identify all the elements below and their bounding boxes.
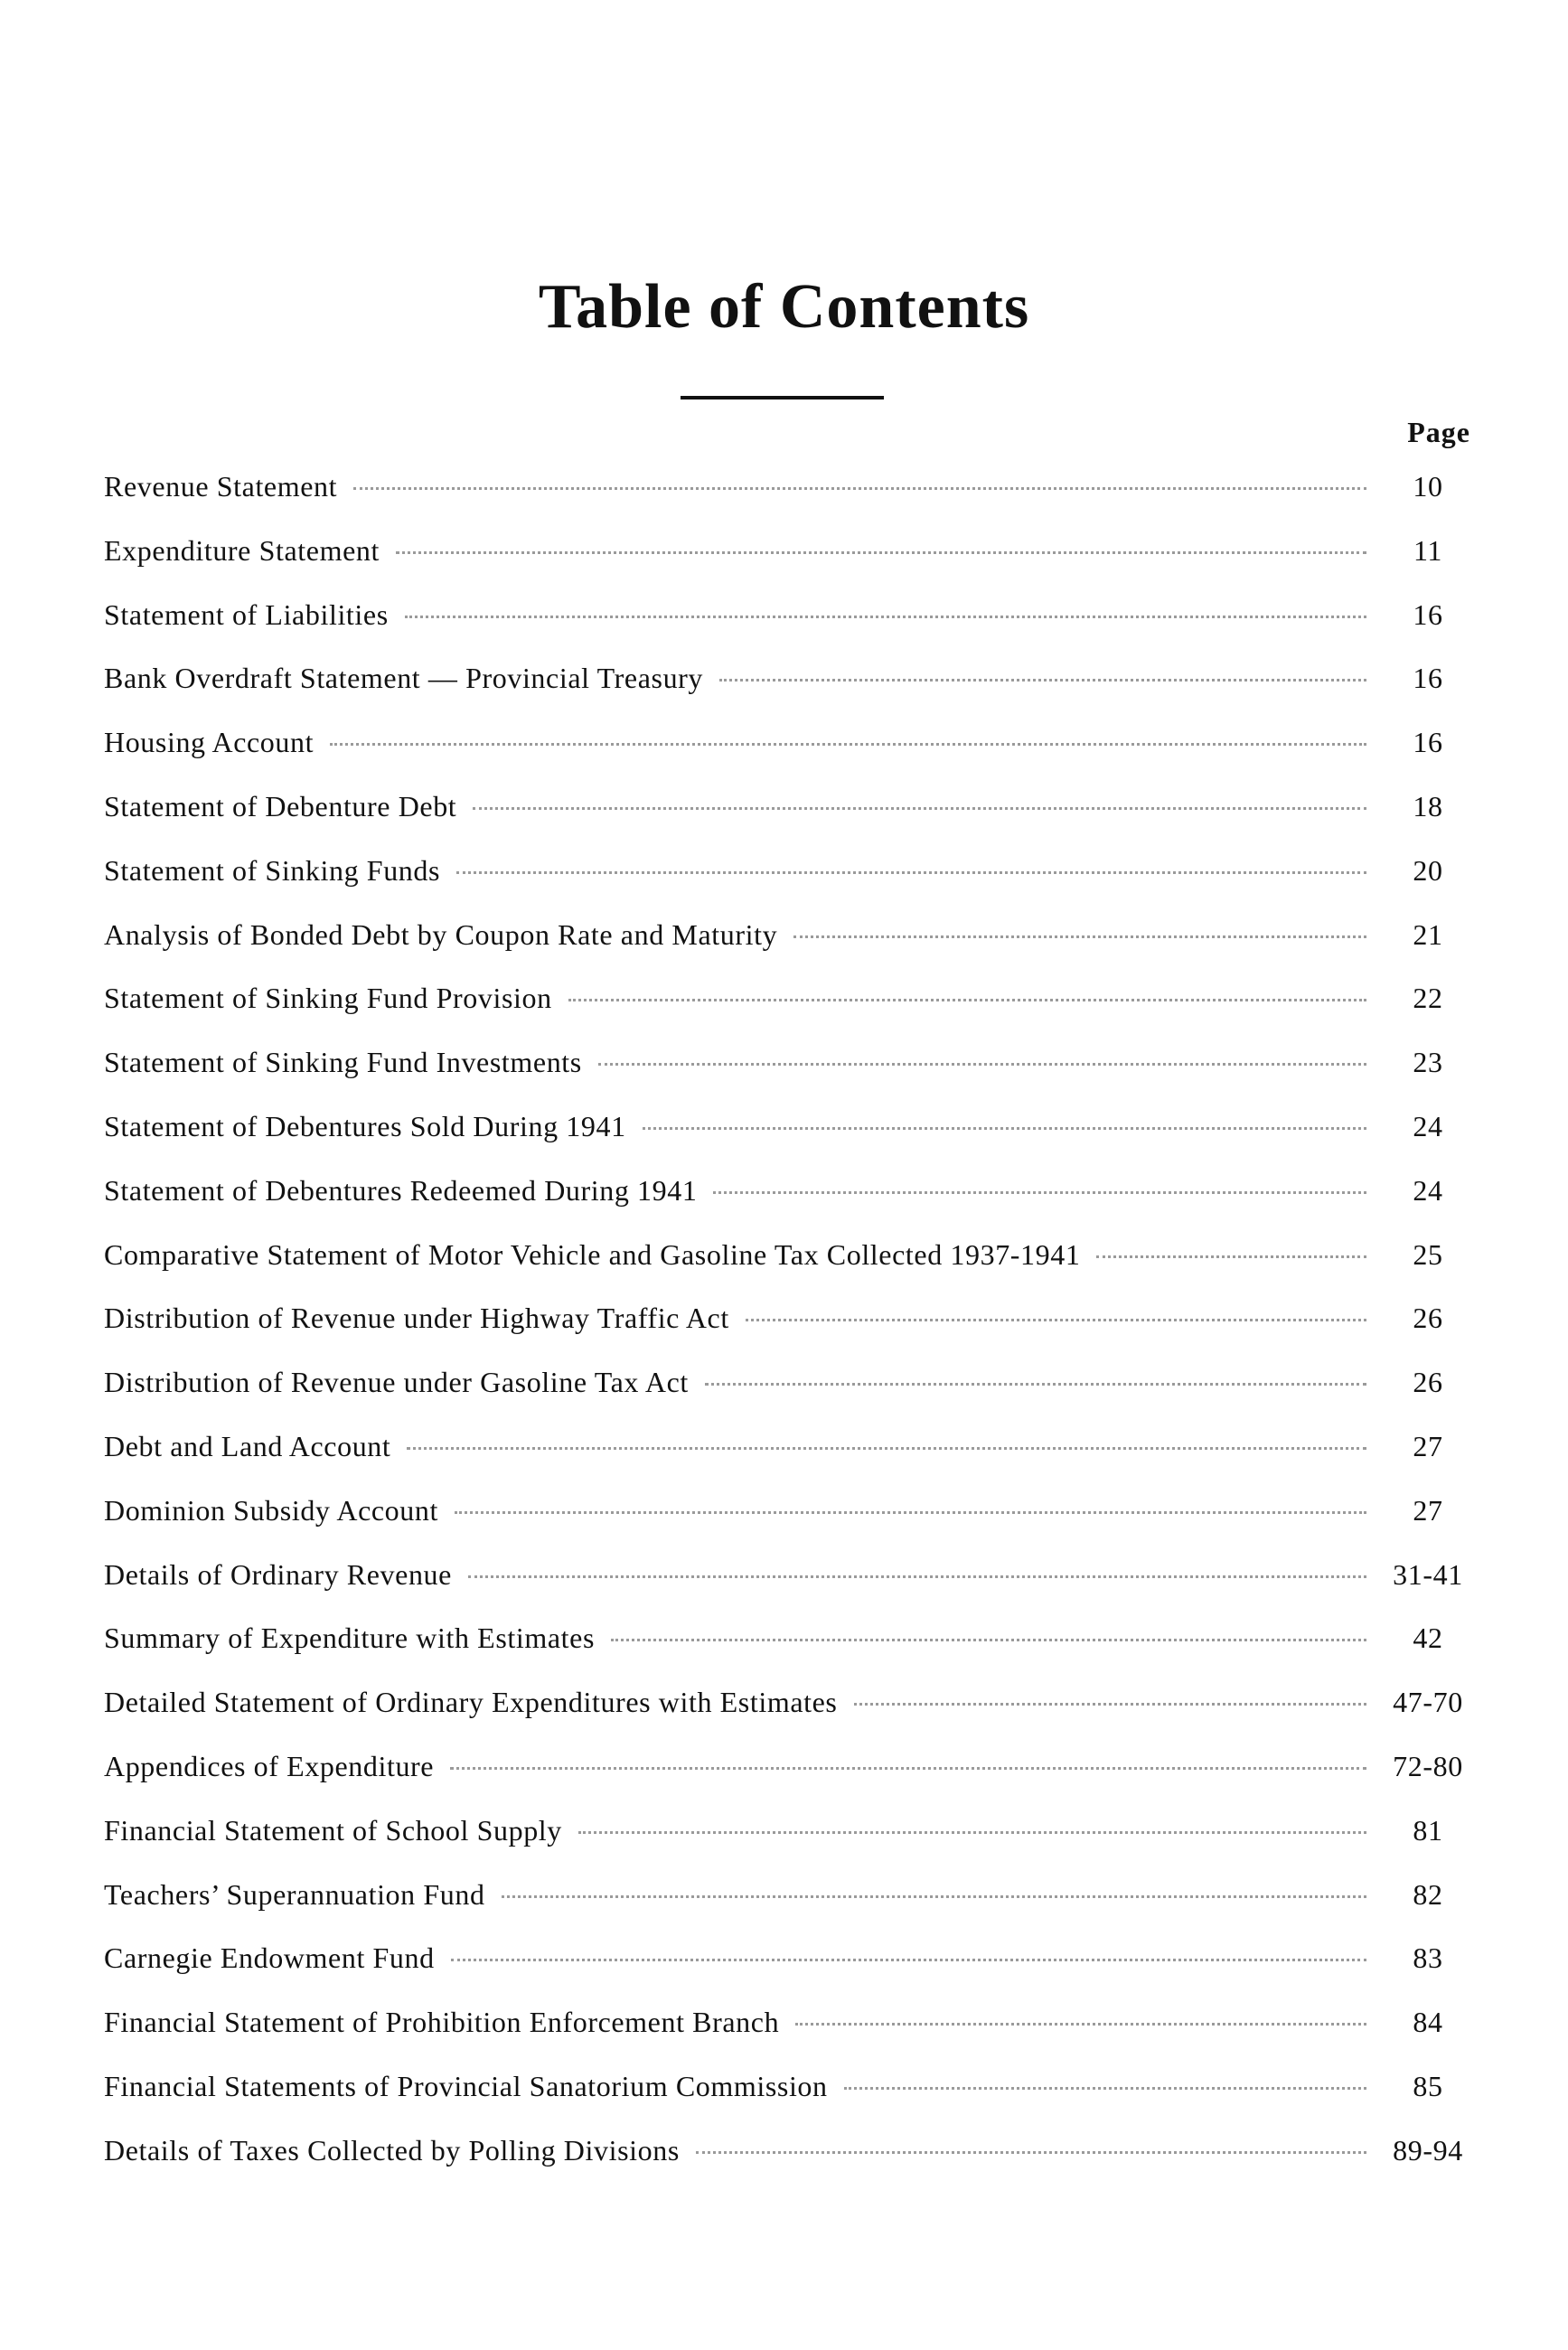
toc-entry-page: 11	[1413, 533, 1442, 567]
dot-leader	[598, 1063, 1366, 1066]
toc-entry-title: Financial Statement of Prohibition Enforcement Branch	[104, 2006, 780, 2039]
dot-leader	[396, 551, 1366, 554]
toc-entry-page: 18	[1413, 789, 1443, 822]
dot-leader	[793, 935, 1366, 938]
toc-entry-page: 47-70	[1393, 1686, 1463, 1719]
dot-leader	[705, 1383, 1366, 1386]
dot-leader	[473, 807, 1366, 810]
toc-entry	[104, 1238, 1473, 1302]
dot-leader	[746, 1319, 1366, 1321]
toc-entry-page: 89-94	[1393, 2133, 1463, 2167]
toc-entry-title: Statement of Debentures Sold During 1941	[104, 1109, 626, 1142]
toc-entry-page: 31-41	[1393, 1557, 1463, 1591]
dot-leader	[1096, 1255, 1366, 1258]
page-title: Table of Contents	[538, 272, 1030, 342]
toc-entry-title: Distribution of Revenue under Gasoline Tax Act	[104, 1366, 689, 1399]
dot-leader	[330, 743, 1366, 746]
toc-entry-title: Expenditure Statement	[104, 533, 380, 567]
toc-entry-page: 16	[1413, 597, 1443, 631]
dot-leader	[456, 871, 1366, 874]
toc-entry-page: 20	[1413, 853, 1443, 887]
toc-entry-title: Statement of Debenture Debt	[104, 789, 457, 822]
toc-entry-page: 27	[1413, 1493, 1443, 1527]
toc-entry-title: Housing Account	[104, 726, 315, 759]
toc-entry-page: 21	[1413, 917, 1443, 951]
toc-entry	[104, 1686, 1473, 1750]
toc-entry-page: 22	[1413, 982, 1443, 1015]
toc-entry	[104, 2070, 1473, 2134]
toc-entry-title: Teachers’ Superannuation Fund	[104, 1877, 485, 1911]
toc-entry-page: 26	[1413, 1366, 1443, 1399]
dot-leader	[795, 2023, 1366, 2026]
dot-leader	[578, 1831, 1366, 1834]
toc-entry	[104, 1110, 1473, 1174]
dot-leader	[451, 1959, 1366, 1961]
dot-leader	[405, 616, 1366, 618]
toc-entry	[104, 1046, 1473, 1110]
toc-entry-page: 82	[1413, 1877, 1443, 1911]
toc-entry	[104, 534, 1473, 598]
toc-entry	[104, 1430, 1473, 1494]
toc-entry	[104, 1814, 1473, 1878]
dot-leader	[568, 999, 1366, 1001]
toc-entry-title: Statement of Debentures Redeemed During 1941	[104, 1173, 698, 1207]
title-underline-rule	[681, 396, 884, 400]
toc-entry	[104, 1174, 1473, 1238]
toc-entry-title: Carnegie Endowment Fund	[104, 1941, 435, 1975]
toc-entry-page: 24	[1413, 1173, 1443, 1207]
toc-entry-title: Analysis of Bonded Debt by Coupon Rate and Maturity	[104, 917, 778, 951]
dot-leader	[696, 2151, 1366, 2154]
toc-entry-title: Summary of Expenditure with Estimates	[104, 1622, 595, 1655]
toc-entry-title: Details of Taxes Collected by Polling Divisions	[104, 2133, 680, 2167]
toc-entry-page: 42	[1413, 1622, 1443, 1655]
toc-entry-title: Debt and Land Account	[104, 1429, 391, 1462]
dot-leader	[468, 1575, 1366, 1578]
toc-entry-page: 27	[1413, 1429, 1443, 1462]
toc-entry	[104, 1494, 1473, 1558]
toc-entry	[104, 918, 1473, 982]
dot-leader	[844, 2087, 1366, 2090]
toc-entry-title: Details of Ordinary Revenue	[104, 1557, 452, 1591]
toc-entry-title: Financial Statement of School Supply	[104, 1813, 562, 1847]
toc-entry-title: Statement of Sinking Fund Investments	[104, 1046, 582, 1079]
dot-leader	[502, 1895, 1366, 1898]
toc-entry-title: Revenue Statement	[104, 470, 338, 503]
toc-entry-page: 81	[1413, 1813, 1443, 1847]
toc-entry-title: Detailed Statement of Ordinary Expenditures with Estimates	[104, 1686, 838, 1719]
toc-entry	[104, 662, 1473, 726]
dot-leader	[713, 1191, 1366, 1194]
toc-entry-page: 23	[1413, 1046, 1443, 1079]
toc-entry-page: 85	[1413, 2069, 1443, 2102]
toc-entry	[104, 1941, 1473, 2006]
toc-entry-title: Statement of Sinking Fund Provision	[104, 982, 552, 1015]
toc-entry-page: 16	[1413, 726, 1443, 759]
toc-entry-title: Statement of Liabilities	[104, 597, 389, 631]
dot-leader	[455, 1511, 1366, 1514]
toc-entry	[104, 1750, 1473, 1814]
toc-entry-page: 83	[1413, 1941, 1443, 1975]
toc-entry-page: 72-80	[1393, 1749, 1463, 1782]
toc-entry	[104, 1622, 1473, 1686]
toc-entry	[104, 982, 1473, 1046]
toc-list	[104, 470, 1473, 2198]
toc-entry	[104, 470, 1473, 534]
toc-entry	[104, 1558, 1473, 1622]
toc-entry-page: 24	[1413, 1109, 1443, 1142]
toc-entry	[104, 2006, 1473, 2070]
dot-leader	[643, 1127, 1366, 1130]
toc-entry	[104, 854, 1473, 918]
toc-entry-title: Distribution of Revenue under Highway Traffic Act	[104, 1302, 729, 1335]
toc-entry-title: Financial Statements of Provincial Sanatorium Commission	[104, 2069, 828, 2102]
dot-leader	[450, 1767, 1366, 1770]
dot-leader	[611, 1639, 1366, 1641]
toc-entry-title: Dominion Subsidy Account	[104, 1493, 438, 1527]
dot-leader	[854, 1703, 1367, 1706]
toc-entry	[104, 1878, 1473, 1942]
toc-entry	[104, 1302, 1473, 1366]
dot-leader	[353, 487, 1366, 490]
dot-leader	[719, 679, 1366, 682]
toc-entry-page: 16	[1413, 662, 1443, 695]
toc-entry	[104, 726, 1473, 790]
toc-entry-page: 10	[1413, 470, 1443, 503]
page-column-header: Page	[1407, 416, 1470, 448]
toc-entry-title: Appendices of Expenditure	[104, 1749, 435, 1782]
toc-entry	[104, 2134, 1473, 2198]
toc-entry-page: 84	[1413, 2006, 1443, 2039]
toc-entry-page: 26	[1413, 1302, 1443, 1335]
toc-entry	[104, 1366, 1473, 1430]
toc-entry-page: 25	[1413, 1237, 1443, 1271]
dot-leader	[407, 1447, 1366, 1450]
toc-entry-title: Comparative Statement of Motor Vehicle and Gasoline Tax Collected 1937-1941	[104, 1237, 1081, 1271]
toc-entry	[104, 790, 1473, 854]
toc-entry-title: Statement of Sinking Funds	[104, 853, 441, 887]
toc-entry	[104, 598, 1473, 663]
toc-entry-title: Bank Overdraft Statement — Provincial Treasury	[104, 662, 704, 695]
